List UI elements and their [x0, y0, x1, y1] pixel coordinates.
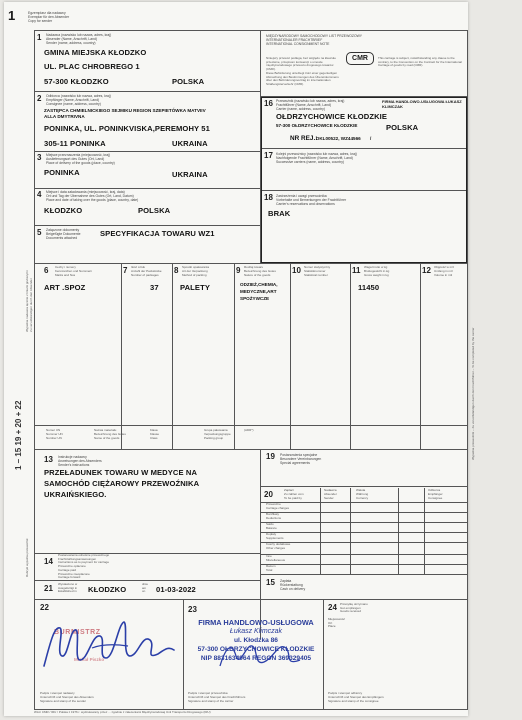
- pay-head-sender-3: Sender: [324, 496, 334, 500]
- box-18-label-2: Vorbehalte und Bemerkungen der Frachtführer: [276, 198, 347, 202]
- carrier-country: POLSKA: [386, 123, 419, 132]
- box-19-label-2: Besondere Vereinbarungen: [280, 457, 322, 461]
- box-5-label-2: Beigefügte Dokumente: [46, 232, 81, 236]
- pay-col-2: [350, 488, 351, 574]
- box-6-number: 6: [44, 266, 49, 275]
- established-on-2: am: [142, 585, 147, 590]
- pay-head-paidby-1: Zapłaci: [284, 488, 294, 492]
- adr-class-2: Klasse: [150, 432, 160, 436]
- convention-note-en: This carriage is subject, notwithstanding any clause to the contrary, to the Convention on the Contract for the International Carriage of goods by road (CMR).: [378, 56, 462, 68]
- box-1-label-3: Sender (name, address, country): [46, 41, 96, 45]
- box-6-label-1: Cechy i numery: [55, 265, 76, 269]
- box-3-label-2: Auslieferungsort des Gutes (Ort, Land): [46, 157, 105, 161]
- box-24-label-6: Place: [328, 624, 336, 628]
- pay-row-supplements-1: Dopłaty: [266, 532, 277, 536]
- box-15-label-1: Zapłata: [280, 579, 292, 583]
- footer-note: Wzór CMR / IRU / Polska z 1976 r. wydrukowany przez ... zgodnie z zaleceniami Międzynarodowej Unii Transportu Drogowego (IRU): [34, 710, 211, 714]
- box-9-label-3: Nature of the goods: [244, 273, 271, 277]
- box-16-label-3: Carrier (name, address, country): [276, 107, 325, 111]
- sep-20-15: [260, 574, 468, 575]
- pay-row-1: [260, 512, 468, 513]
- box-24-label-5: Ort: [328, 620, 333, 625]
- carrier-block-border: [261, 97, 467, 263]
- box-5-label-3: Documents attached: [46, 236, 78, 240]
- instructions-line-3: UKRAIŃSKIEGO.: [44, 490, 107, 499]
- instructions-line-2: SAMOCHÓD CIĘŻAROWY PRZEWOŹNIKA: [44, 479, 200, 488]
- pay-row-5: [260, 554, 468, 555]
- goods-div-10: [290, 263, 291, 449]
- pay-row-4: [260, 542, 468, 543]
- box-15-label-2: Rückerstattung: [280, 583, 303, 587]
- header-title-3: INTERNATIONAL CONSIGNMENT NOTE: [266, 42, 330, 46]
- goods-nature-1: ODZIEŻ,CHEMIA,: [240, 282, 278, 287]
- copy-label-3: Copy for sender: [28, 19, 53, 23]
- box-11-label-3: Gross weight in kg: [364, 273, 389, 277]
- sender-stamp: BURMISTRZ: [54, 629, 101, 636]
- box-8-label-3: Method of packing: [182, 273, 207, 277]
- box-21-label-3: Established in: [58, 589, 77, 593]
- documents-attached: SPECYFIKACJA TOWARU WZ1: [100, 229, 215, 238]
- adr-name-1: Nazwa materiału: [94, 428, 117, 432]
- box-1-number: 1: [37, 33, 42, 42]
- box-24-label-8: Unterschrift und Stempel des Empfängers: [328, 695, 384, 699]
- box-14-label-5: Carriage paid: [58, 567, 77, 572]
- adr-name-2: Bezeichnung des Gutes: [94, 432, 126, 436]
- pay-row-other-2: Other charges: [266, 546, 286, 550]
- goods-div-9: [234, 263, 235, 449]
- box-7-number: 7: [123, 266, 128, 275]
- pay-head-consignee-1: Odbiorca: [428, 488, 441, 492]
- box-24-label-4: Miejscowość: [328, 617, 346, 621]
- pay-head-sender-1: Nadawca: [324, 488, 337, 492]
- box-2-label-1: Odbiorca (nazwisko lub nazwa, adres, kraj): [46, 94, 111, 98]
- pay-row-misc-2: Miscellaneous: [266, 557, 286, 562]
- box-14-label-3: Instructions as to payment for carriage: [58, 560, 110, 564]
- box-18-label-1: Zastrzeżenia i uwagi przewoźnika: [276, 194, 327, 198]
- pay-row-0: [260, 502, 468, 503]
- pay-head-paidby-3: To be paid by: [284, 496, 302, 500]
- copy-label-2: Exemplar für den Absender: [28, 15, 70, 19]
- goods-packing: PALETY: [180, 283, 210, 292]
- sep-21-22: [34, 599, 468, 600]
- sender-street: UL. PLAC CHROBREGO 1: [44, 62, 140, 71]
- cmr-document: [4, 2, 468, 716]
- copy-number: 1: [8, 8, 16, 23]
- pay-head-currency-2: Währung: [356, 492, 369, 496]
- box-13-label-3: Sender's instructions: [58, 463, 90, 467]
- sep-goods-top: [34, 263, 468, 264]
- pay-head-consignee-2: Empfänger: [428, 492, 443, 496]
- loading-place: KŁODZKO: [44, 206, 83, 215]
- goods-div-7: [121, 263, 122, 449]
- pay-row-other-1: Koszty dodatkowe: [266, 542, 291, 546]
- box-7-label-2: Anzahl der Packstücke: [131, 269, 162, 273]
- box-19-number: 19: [266, 452, 275, 461]
- box-6-label-2: Kennzeichen und Nummern: [55, 269, 93, 273]
- consignee-city: 305-11 PONINKA: [44, 139, 106, 148]
- box-19-label-3: Special agreements: [280, 461, 310, 465]
- instructions-line-1: PRZEŁADUNEK TOWARU W MEDYCE NA: [44, 468, 198, 477]
- adr-pack-3: Packing group: [204, 436, 224, 440]
- divider-22-23: [183, 599, 184, 709]
- carrier-name: OŁDRZYCHOWICE KŁODZKIE: [276, 112, 388, 121]
- box-5-label-1: Załączone dokumenty: [46, 228, 80, 232]
- pay-row-misc-1: Inne: [266, 554, 272, 558]
- box-2-label-3: Consignee (name, address, country): [46, 102, 101, 106]
- box-23-label-2: Unterschrift und Stempel des Frachtführers: [188, 695, 246, 699]
- box-13-label-2: Anweisungen des Absenders: [58, 459, 102, 463]
- consignee-line-2: ALLA DMYTRIVNA: [44, 114, 85, 119]
- adr-mark: (ADR*): [244, 428, 254, 432]
- box-16-label-2: Frachtführer (Name, Anschrift, Land): [276, 103, 332, 107]
- box-11-label-2: Bruttogewicht in kg: [364, 269, 390, 273]
- copy-label-1: Egzemplarz dla nadawcy: [28, 11, 66, 15]
- registration-separator: /: [370, 136, 372, 141]
- box-11-number: 11: [352, 266, 361, 275]
- box-7-label-1: Ilość sztuk: [131, 265, 146, 269]
- pay-row-total-1: Razem: [266, 564, 276, 568]
- pay-row-deductions-2: Deductions: [266, 515, 282, 520]
- sep-4-5: [34, 225, 260, 226]
- established-place: KŁODZKO: [88, 585, 127, 594]
- box-16-number: 16: [264, 99, 273, 108]
- box-24-label-2: Gut empfangen: [340, 605, 361, 610]
- box-8-number: 8: [174, 266, 179, 275]
- carrier-stamp-nip: NIP 8831634964 REGON 369329405: [200, 655, 312, 662]
- frame-left: [34, 30, 35, 710]
- box-18-number: 18: [264, 193, 273, 202]
- sender-signature: [40, 614, 180, 674]
- sender-country: POLSKA: [172, 77, 205, 86]
- left-margin-fields: 1 – 15 19 + 20 + 22: [14, 400, 23, 470]
- goods-marks: ART .SPOZ: [44, 283, 86, 292]
- box-24-label-7: Podpis i stempel odbiorcy: [328, 691, 363, 695]
- adr-un-3: Number UN: [46, 436, 62, 440]
- adr-class-1: Klasa: [150, 428, 158, 432]
- box-2-number: 2: [37, 94, 42, 103]
- established-on-3: on: [142, 589, 146, 593]
- sep-19-20: [260, 486, 468, 487]
- pay-row-3: [260, 532, 468, 533]
- carrier-stamp-company: FIRMA HANDLOWO-USŁUGOWA: [198, 618, 314, 627]
- box-23-label-1: Podpis i stempel przewoźnika: [188, 691, 228, 695]
- box-21-number: 21: [44, 584, 53, 593]
- pay-col-1: [320, 488, 321, 574]
- box-3-number: 3: [37, 153, 42, 162]
- box-9-label-2: Bezeichnung des Gutes: [244, 269, 276, 273]
- pay-row-deductions-1: Bonifikaty: [266, 512, 280, 516]
- box-12-label-2: Umfang in m3: [434, 269, 453, 273]
- consignee-line-1: ZASTĘPCA CHMIELNICKIEGO SEJMIKU REGION SZEPIETÓWKA MATVIIV: [44, 108, 206, 113]
- box-6-label-3: Marks and Nos: [55, 273, 76, 277]
- pay-row-balance-1: Saldo: [266, 522, 274, 526]
- box-9-label-1: Rodzaj towaru: [244, 265, 264, 269]
- pay-head-currency-3: Currency: [356, 496, 369, 500]
- box-23-number: 23: [188, 605, 197, 614]
- box-1-label-1: Nadawca (nazwisko lub nazwa, adres, kraj): [46, 33, 112, 37]
- box-24-label-9: Signature and stamp of the consignee: [328, 699, 379, 703]
- box-14-label-7: Carriage forward: [58, 575, 81, 579]
- box-17-label-1: Kolejni przewoźnicy (nazwisko lub nazwa, adres, kraj): [276, 152, 357, 156]
- box-22-label-1: Podpis i stempel nadawcy: [40, 691, 75, 695]
- box-12-label-3: Volume in m3: [434, 273, 453, 277]
- divider-mid-bottom: [260, 449, 261, 639]
- sep-goods-bottom: [34, 449, 468, 450]
- sep-2-3: [34, 151, 260, 152]
- pay-row-6: [260, 564, 468, 565]
- box-17-label-3: Successive carriers (name, address, country): [276, 160, 345, 164]
- goods-div-12: [420, 263, 421, 449]
- consignee-street: PONINKA, UL. PONINKVISKA,PEREMOHY 51: [44, 124, 210, 133]
- box-23-label-3: Signature and stamp of the carrier: [188, 699, 234, 703]
- box-22-label-2: Unterschrift und Stempel des Absenders: [40, 695, 94, 699]
- cmr-badge: CMR: [346, 52, 374, 65]
- convention-note-de: Diese Beförderung unterliegt trotz einer gegenteiligen Abmachung den Bestimmungen des Übereinkommens über den Beförderungsvertrag im internationalen Straßengüterverkehr (CMR).: [266, 71, 339, 86]
- pay-row-carriage-2: Carriage charges: [266, 505, 290, 510]
- box-15-number: 15: [266, 578, 275, 587]
- carrier-company: FIRMA HANDLOWO-USŁUGOWA ŁUKASZ KLIMCZAK: [382, 99, 462, 109]
- box-24-label-1: Przesyłkę otrzymano: [340, 602, 368, 606]
- carrier-address: 57-300 OŁDRZYCHOWICE KŁODZKIE: [276, 123, 358, 128]
- established-date: 01-03-2022: [156, 585, 196, 594]
- goods-weight: 11450: [358, 283, 380, 292]
- box-14-label-6: Przewoźne nieopłacone: [58, 571, 90, 576]
- sender-stamp-name: Michał Piszko: [74, 657, 105, 662]
- delivery-country: UKRAINA: [172, 170, 208, 179]
- header-title-1: MIĘDZYNARODOWY SAMOCHODOWY LIST PRZEWOZOWY: [266, 34, 363, 38]
- box-13-number: 13: [44, 455, 53, 464]
- box-16-label-1: Przewoźnik (nazwisko lub nazwa, adres, kraj): [276, 99, 345, 103]
- adr-un-1: Numer UN: [46, 428, 61, 432]
- sep-14-21: [34, 580, 260, 581]
- box-24-number: 24: [328, 603, 337, 612]
- box-10-label-2: Statistiknummer: [304, 269, 326, 273]
- goods-nature-3: SPOŻYWCZE: [240, 296, 270, 301]
- box-24-label-3: Goods received: [340, 609, 362, 613]
- box-7-label-3: Number of packages: [131, 273, 159, 277]
- goods-nature-2: MEDYCZNE,ART: [240, 289, 277, 294]
- convention-note-pl: Niniejszy przewóz podlega, bez względu na klauzule przeciwne, przepisom konwencji o umowie międzynarodowego przewozu drogowego towarów (CMR).: [266, 56, 336, 71]
- adr-class-3: Class: [150, 436, 158, 440]
- registration-value: DKL00522, WZ44566: [316, 136, 361, 141]
- reservations-value: BRAK: [268, 209, 291, 218]
- pay-head-paidby-2: Zu zahlen vom: [284, 492, 304, 496]
- box-19-label-1: Postanowienia specjalne: [280, 453, 318, 457]
- pay-row-2: [260, 522, 468, 523]
- pay-row-carriage-1: Przewoźne: [266, 502, 281, 506]
- left-margin-note-b: Zu vervollständigen durch den Absender: [29, 278, 33, 332]
- consignee-country: UKRAINA: [172, 139, 208, 148]
- adr-name-3: Name of the goods: [94, 436, 120, 440]
- pay-head-consignee-3: Consignee: [428, 496, 443, 500]
- carrier-stamp-street: ul. Kłodzka 86: [234, 637, 278, 644]
- pay-col-3: [398, 488, 399, 574]
- box-20-number: 20: [264, 490, 273, 499]
- pay-head-sender-2: Absender: [324, 492, 337, 496]
- delivery-place: PONINKA: [44, 168, 80, 177]
- box-13-label-1: Instrukcje nadawcy: [58, 455, 87, 459]
- box-1-label-2: Absender (Name, Anschrift, Land): [46, 37, 98, 41]
- pay-row-balance-2: Balance: [266, 525, 277, 530]
- loading-country: POLSKA: [138, 206, 171, 215]
- box-10-label-3: Statistical number: [304, 273, 328, 277]
- frame-top: [34, 30, 468, 31]
- left-margin-note-a: Wypełnia nadawca łącznie z liniami grubszymi: [25, 270, 29, 332]
- goods-packages: 37: [150, 283, 159, 292]
- goods-div-11: [350, 263, 351, 449]
- pay-col-4: [424, 488, 425, 574]
- sender-city: 57-300 KŁODZKO: [44, 77, 109, 86]
- box-14-label-1: Postanowienia odnośnie przewoźnego: [58, 553, 110, 557]
- box-17-label-2: Nachfolgende Frachtführer (Name, Anschrift, Land): [276, 156, 353, 160]
- box-15-label-3: Cash on delivery: [280, 587, 306, 591]
- box-17-number: 17: [264, 151, 273, 160]
- sender-name: GMINA MIEJSKA KŁODZKO: [44, 48, 147, 57]
- header-title-2: INTERNATIONALER FRACHTBRIEF: [266, 38, 323, 42]
- box-10-label-1: Numer statystyczny: [304, 265, 331, 269]
- left-margin-note-c: Rubryki wypełnia przewoźnik: [25, 538, 29, 577]
- adr-un-2: Nummer UN: [46, 432, 63, 436]
- box-8-label-2: Art der Verpackung: [182, 269, 208, 273]
- box-10-number: 10: [292, 266, 301, 275]
- sep-1-2: [34, 91, 260, 92]
- carrier-signature: [216, 636, 306, 672]
- box-14-label-4: Przewoźne opłacone: [58, 564, 86, 568]
- box-21-label-1: Wystawiono w: [58, 582, 78, 586]
- pay-row-supplements-2: Supplements: [266, 535, 284, 540]
- box-12-number: 12: [422, 266, 431, 275]
- box-8-label-1: Sposób opakowania: [182, 265, 210, 269]
- box-5-number: 5: [37, 228, 42, 237]
- established-on-1: dnia: [142, 582, 148, 586]
- box-4-number: 4: [37, 190, 42, 199]
- adr-pack-2: Verpackungsgruppe: [204, 432, 231, 436]
- pay-row-total-2: Total: [266, 567, 273, 572]
- box-9-number: 9: [236, 266, 241, 275]
- adr-pack-1: Grupa pakowania: [204, 428, 228, 432]
- goods-div-8: [172, 263, 173, 449]
- right-margin-note: Wypełnia przewoźnik – Zu vervollständigen durch den Frachtführer – To be completed by the carrier: [471, 327, 475, 460]
- box-12-label-1: Objętość w m3: [434, 265, 454, 269]
- box-11-label-1: Waga brutto w kg: [364, 265, 388, 269]
- carrier-stamp-city: 57-300 OŁDRZYCHOWICE KŁODZKIE: [197, 646, 315, 653]
- box-3-label-1: Miejsce przeznaczenia (miejscowość, kraj): [46, 153, 111, 157]
- box-3-label-3: Place of delivery of the goods (place, country): [46, 161, 115, 165]
- box-22-number: 22: [40, 603, 49, 612]
- box-2-label-2: Empfänger (Name, Anschrift, Land): [46, 98, 100, 102]
- sep-adr: [34, 425, 468, 426]
- registration-label: NR REJ.:: [290, 135, 318, 142]
- box-14-label-2: Frachtzahlungsanweisungen: [58, 556, 97, 561]
- box-21-label-2: Ausgefertigt in: [58, 585, 78, 590]
- box-14-number: 14: [44, 557, 53, 566]
- box-4-label-2: Ort und Tag der Übernahme des Gutes (Ort, Land, Datum): [46, 194, 134, 198]
- sep-3-4: [34, 188, 260, 189]
- box-22-label-3: Signature and stamp of the sender: [40, 699, 87, 703]
- box-4-label-3: Place and date of taking over the goods (place, country, date): [46, 198, 139, 202]
- pay-head-currency-1: Waluta: [356, 488, 366, 492]
- box-4-label-1: Miejsce i data załadowania (miejscowość, kraj, data): [46, 190, 125, 194]
- frame-right: [467, 30, 468, 710]
- box-18-label-3: Carrier's reservations and observations: [276, 202, 335, 206]
- carrier-stamp-owner: Łukasz Klimczak: [229, 628, 283, 635]
